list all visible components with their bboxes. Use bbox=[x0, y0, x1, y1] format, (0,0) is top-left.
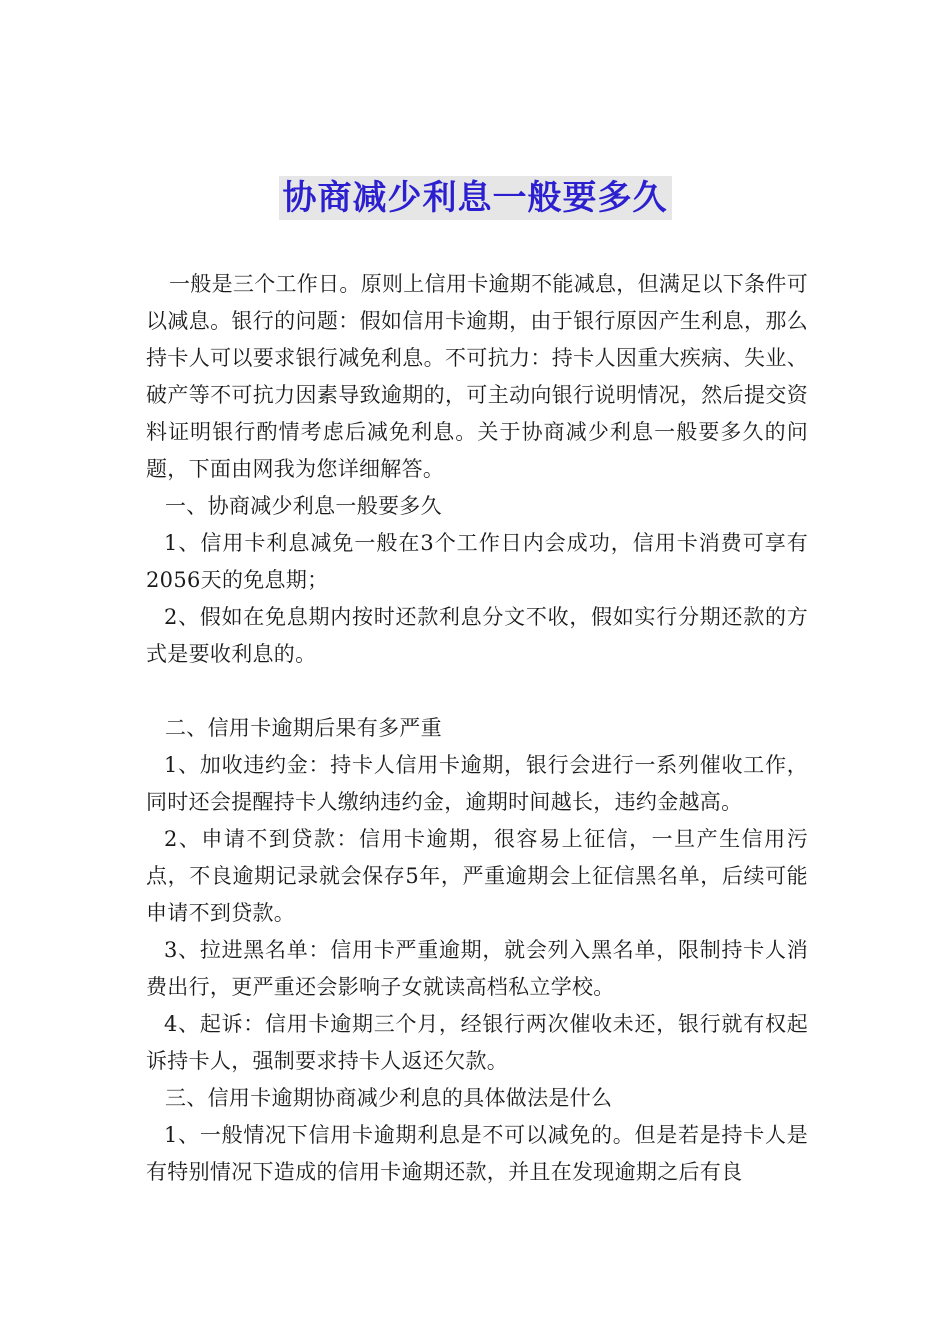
section-heading-3: 三、信用卡逾期协商减少利息的具体做法是什么 bbox=[165, 1086, 613, 1110]
section-2-item-3: 3、拉进黑名单：信用卡严重逾期，就会列入黑名单，限制持卡人消费出行，更严重还会影响子女就读高档私立学校。 bbox=[146, 938, 808, 999]
section-heading-1: 一、协商减少利息一般要多久 bbox=[165, 494, 442, 518]
intro-paragraph: 一般是三个工作日。原则上信用卡逾期不能减息，但满足以下条件可以减息。银行的问题：假如信用卡逾期，由于银行原因产生利息，那么持卡人可以要求银行减免利息。不可抗力：持卡人因重大疾病、失业、破产等不可抗力因素导致逾期的，可主动向银行说明情况，然后提交资料证明银行酌情考虑后减免利息。关于协商减少利息一般要多久的问题，下面由网我为您详细解答。 bbox=[146, 272, 808, 481]
blank-line bbox=[146, 673, 808, 710]
document-body bbox=[146, 266, 808, 1191]
section-2-item-4: 4、起诉：信用卡逾期三个月，经银行两次催收未还，银行就有权起诉持卡人，强制要求持卡人返还欠款。 bbox=[146, 1012, 808, 1073]
title-container bbox=[0, 176, 950, 220]
document-title: 协商减少利息一般要多久 bbox=[279, 176, 672, 220]
section-2-item-2: 2、申请不到贷款：信用卡逾期，很容易上征信，一旦产生信用污点，不良逾期记录就会保存5年，严重逾期会上征信黑名单，后续可能申请不到贷款。 bbox=[146, 827, 808, 925]
section-2-item-1: 1、加收违约金：持卡人信用卡逾期，银行会进行一系列催收工作，同时还会提醒持卡人缴纳违约金，逾期时间越长，违约金越高。 bbox=[146, 753, 808, 814]
section-1-item-2: 2、假如在免息期内按时还款利息分文不收，假如实行分期还款的方式是要收利息的。 bbox=[146, 605, 808, 666]
section-1-item-1: 1、信用卡利息减免一般在3个工作日内会成功，信用卡消费可享有2056天的免息期； bbox=[146, 531, 808, 592]
section-heading-2: 二、信用卡逾期后果有多严重 bbox=[165, 716, 442, 740]
section-3-item-1: 1、一般情况下信用卡逾期利息是不可以减免的。但是若是持卡人是有特别情况下造成的信用卡逾期还款，并且在发现逾期之后有良 bbox=[146, 1123, 808, 1184]
